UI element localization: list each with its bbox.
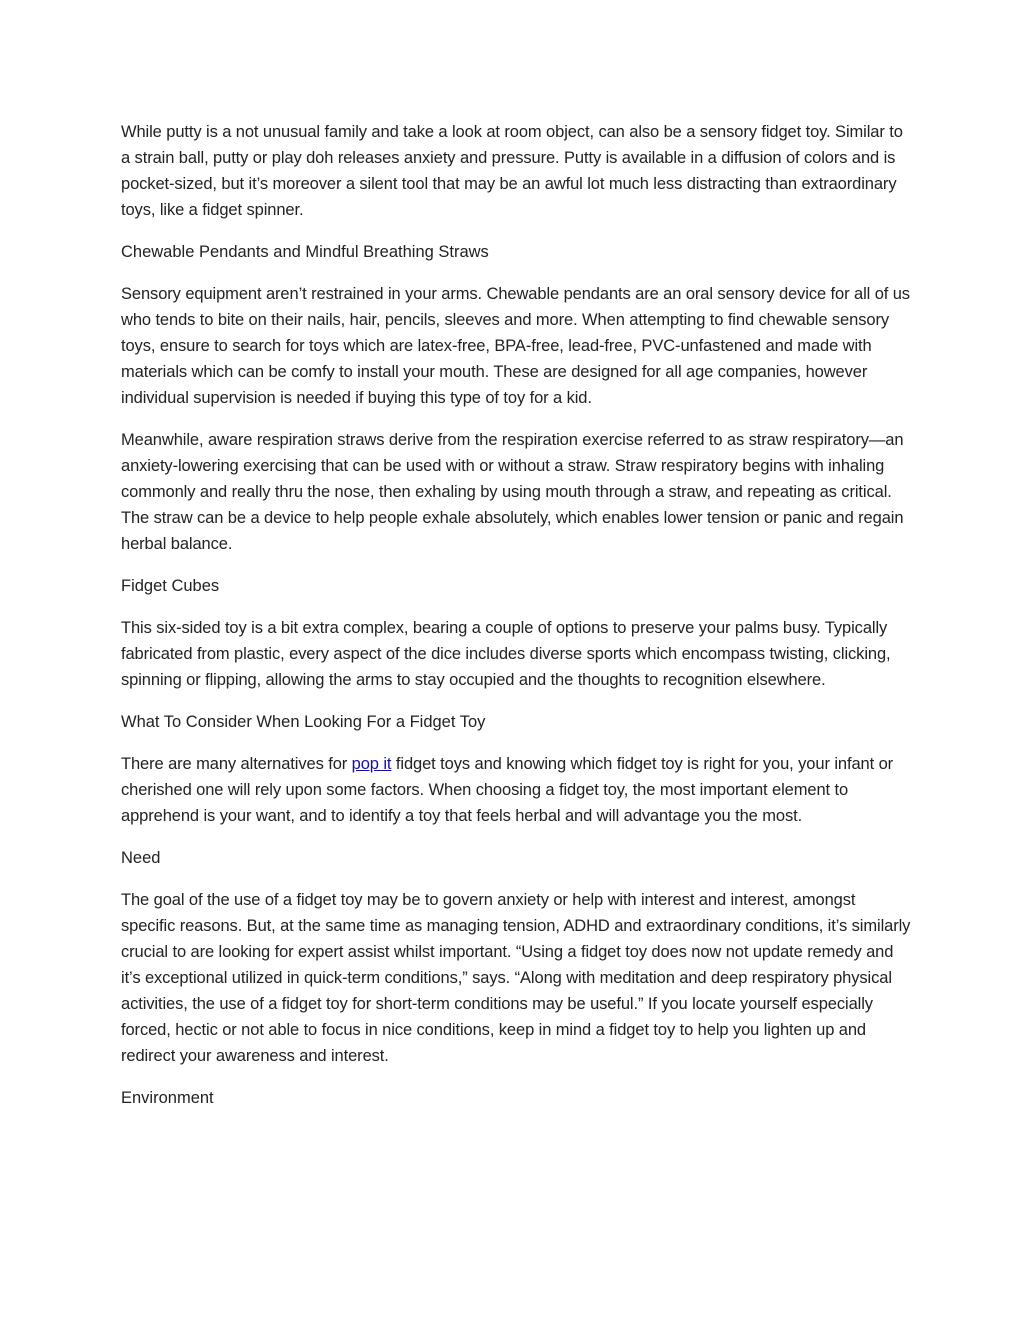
paragraph-breathing-straws: Meanwhile, aware respiration straws derive from the respiration exercise referred to as straw respiratory—an anxiety-lowering exercising that can be used with or without a straw. Straw respiratory begins with inhaling commonly and really thru the nose, then exhaling by using mouth through a straw, and repeating as critical. The straw can be a device to help people exhale absolutely, which enables lower tension or panic and regain herbal balance.	[121, 431, 904, 553]
pop-it-link[interactable]: pop it	[351, 755, 392, 773]
paragraph-need: The goal of the use of a fidget toy may be to govern anxiety or help with interest and interest, amongst specific reasons. But, at the same time as managing tension, ADHD and extraordinary conditions, it’s similarly crucial to are looking for expert assist whilst important. “Using a fidget toy does now not update remedy and it’s exceptional utilized in quick-term conditions,” says. “Along with meditation and deep respiratory physical activities, the use of a fidget toy for short-term conditions may be useful.” If you locate yourself especially forced, hectic or not able to focus in nice conditions, keep in mind a fidget toy to help you lighten up and redirect your awareness and interest.	[121, 891, 911, 1065]
document-body	[121, 119, 911, 1127]
paragraph-chewable-pendants: Sensory equipment aren’t restrained in your arms. Chewable pendants are an oral sensory device for all of us who tends to bite on their nails, hair, pencils, sleeves and more. When attempting to find chewable sensory toys, ensure to search for toys which are latex-free, BPA-free, lead-free, PVC-unfastened and made with materials which can be comfy to install your mouth. These are designed for all age companies, however individual supervision is needed if buying this type of toy for a kid.	[121, 285, 910, 407]
heading-environment: Environment	[121, 1089, 214, 1107]
paragraph-alternatives-text-end: fidget toys and knowing which fidget toy is right for you, your infant or cherished one will rely upon some factors. When choosing a fidget toy, the most important element to apprehend is your want, and to identify a toy that feels herbal and will advantage you the most.	[121, 755, 894, 825]
heading-chewable-pendants: Chewable Pendants and Mindful Breathing Straws	[121, 243, 489, 261]
heading-fidget-cubes: Fidget Cubes	[121, 577, 220, 595]
paragraph-fidget-cubes: This six-sided toy is a bit extra complex, bearing a couple of options to preserve your palms busy. Typically fabricated from plastic, every aspect of the dice includes diverse sports which encompass twisting, clicking, spinning or flipping, allowing the arms to stay occupied and the thoughts to recognition elsewhere.	[121, 619, 891, 689]
heading-need: Need	[121, 849, 161, 867]
paragraph-alternatives-text-start: There are many alternatives for	[121, 755, 352, 773]
paragraph-alternatives	[121, 751, 911, 829]
paragraph-putty: While putty is a not unusual family and take a look at room object, can also be a sensory fidget toy. Similar to a strain ball, putty or play doh releases anxiety and pressure. Putty is available in a diffusion of colors and is pocket-sized, but it’s moreover a silent tool that may be an awful lot much less distracting than extraordinary toys, like a fidget spinner.	[121, 123, 903, 219]
heading-what-to-consider: What To Consider When Looking For a Fidget Toy	[121, 713, 486, 731]
